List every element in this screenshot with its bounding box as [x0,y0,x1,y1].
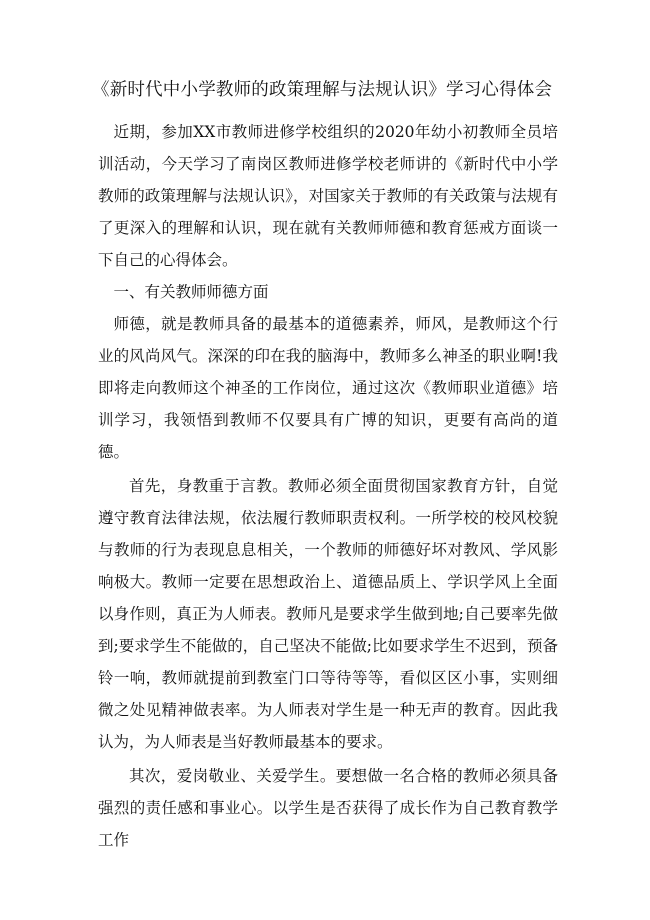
document-title: 《新时代中小学教师的政策理解与法规认识》学习心得体会 [92,80,553,100]
paragraph-intro: 近期，参加XX市教师进修学校组织的2020年幼小初教师全员培训活动，今天学习了南岗区教师进修学校老师讲的《新时代中小学教师的政策理解与法规认识》，对国家关于教师的有关政策与法规有了更深入的理解和认识，现在就有关教师师德和教育惩戒方面谈一下自己的心得体会。 [98,123,558,269]
paragraph-second-point: 其次，爱岗敬业、关爱学生。要想做一名合格的教师必须具备强烈的责任感和事业心。以学生是否获得了成长作为自己教育教学工作 [98,767,558,849]
document-page [92,78,558,856]
paragraph-ethics-definition: 师德，就是教师具备的最基本的道德素养，师风，是教师这个行业的风尚风气。深深的印在我的脑海中，教师多么神圣的职业啊!我即将走向教师这个神圣的工作岗位，通过这次《教师职业道德》培训学习，我领悟到教师不仅要具有广博的知识，更要有高尚的道德。 [98,315,558,461]
section-heading-ethics: 一、有关教师师德方面 [113,283,269,301]
paragraph-first-point: 首先，身教重于言教。教师必须全面贯彻国家教育方针，自觉遵守教育法律法规，依法履行教师职责权利。一所学校的校风校貌与教师的行为表现息息相关，一个教师的师德好坏对教风、学风影响极大。教师一定要在思想政治上、道德品质上、学识学风上全面以身作则，真正为人师表。教师凡是要求学生做到地;自己要率先做到;要求学生不能做的，自己坚决不能做;比如要求学生不迟到，预备铃一响，教师就提前到教室门口等待等等，看似区区小事，实则细微之处见精神做表率。为人师表对学生是一种无声的教育。因此我认为，为人师表是当好教师最基本的要求。 [98,477,558,751]
